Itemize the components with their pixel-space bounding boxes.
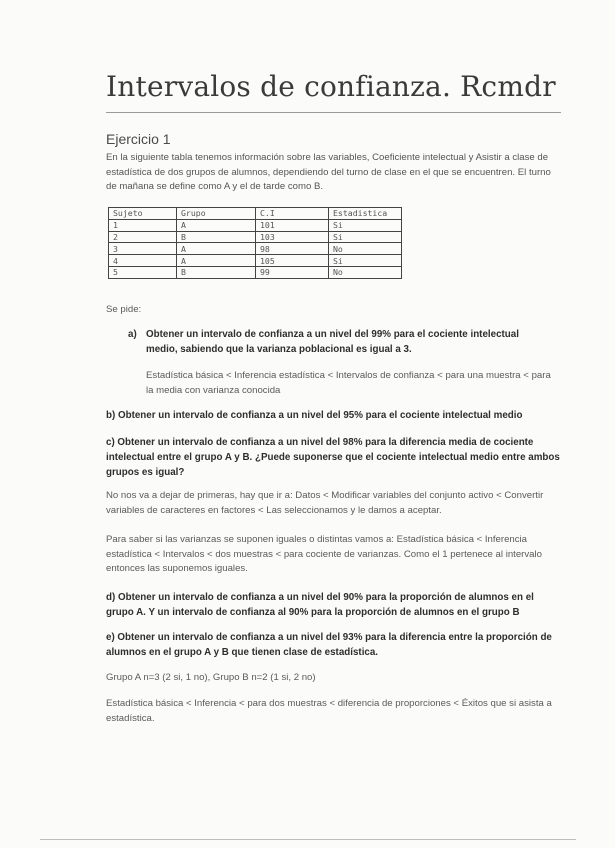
- se-pide-label: Se pide:: [106, 304, 142, 315]
- table-cell: B: [177, 266, 256, 278]
- note-c2: Para saber si las varianzas se suponen iguales o distintas vamos a: Estadística básica < Inferencia estadística < Intervalos < dos muestras < para cociente de varianzas. Como el 1 pertenece al intervalo entonces las suponemos iguales.: [106, 534, 542, 574]
- table-header-row: [109, 208, 402, 220]
- table-cell: 99: [256, 266, 329, 278]
- table-cell: 1: [109, 219, 177, 231]
- question-a-line2: medio, sabiendo que la varianza poblacional es igual a 3.: [146, 344, 412, 355]
- table-cell: 98: [256, 243, 329, 255]
- table-cell: 101: [256, 219, 329, 231]
- table-cell: A: [177, 255, 256, 267]
- question-e: e) Obtener un intervalo de confianza a un nivel del 93% para la diferencia entre la proporción de alumnos en el grupo A y B que tienen clase de estadística.: [106, 632, 552, 658]
- section-heading: Ejercicio 1: [106, 131, 171, 147]
- table-row: [109, 219, 402, 231]
- table-header: Sujeto: [109, 208, 177, 220]
- table-row: [109, 255, 402, 267]
- table-cell: 4: [109, 255, 177, 267]
- intro-paragraph: En la siguiente tabla tenemos información sobre las variables, Coeficiente intelectual y Asistir a clase de estadística de dos grupos de alumnos, dependiendo del turno de clase en el que se encuentren. El turno de mañana se define como A y el de tarde como B.: [106, 152, 551, 192]
- table-cell: No: [329, 243, 402, 255]
- table-cell: No: [329, 266, 402, 278]
- table-cell: 5: [109, 266, 177, 278]
- question-a-number: a): [128, 329, 137, 340]
- table-header: C.I: [256, 208, 329, 220]
- note-e2: Estadística básica < Inferencia < para dos muestras < diferencia de proporciones < Éxitos que si asista a estadística.: [106, 698, 552, 724]
- page-bottom-edge: [40, 839, 576, 840]
- table-cell: A: [177, 219, 256, 231]
- title-underline: [106, 112, 561, 113]
- table-cell: 2: [109, 231, 177, 243]
- question-b: b) Obtener un intervalo de confianza a un nivel del 95% para el cociente intelectual medio: [106, 410, 523, 421]
- note-a: Estadística básica < Inferencia estadística < Intervalos de confianza < para una muestra < para la media con varianza conocida: [146, 370, 551, 396]
- note-c1: No nos va a dejar de primeras, hay que ir a: Datos < Modificar variables del conjunto activo < Convertir variables de caracteres en factores < Las seleccionamos y le damos a aceptar.: [106, 490, 544, 516]
- table-cell: B: [177, 231, 256, 243]
- question-a: [128, 327, 558, 357]
- table-cell: Si: [329, 231, 402, 243]
- table-row: [109, 231, 402, 243]
- table-header: Grupo: [177, 208, 256, 220]
- table-row: [109, 266, 402, 278]
- question-a-line1: Obtener un intervalo de confianza a un nivel del 99% para el cociente intelectual: [146, 329, 519, 340]
- data-table: [108, 207, 402, 279]
- table-cell: A: [177, 243, 256, 255]
- question-d: d) Obtener un intervalo de confianza a un nivel del 90% para la proporción de alumnos en el grupo A. Y un intervalo de confianza al 90% para la proporción de alumnos en el grupo B: [106, 592, 534, 618]
- table-cell: 3: [109, 243, 177, 255]
- table-cell: 103: [256, 231, 329, 243]
- note-e1: Grupo A n=3 (2 si, 1 no), Grupo B n=2 (1 si, 2 no): [106, 672, 316, 683]
- page-title: Intervalos de confianza. Rcmdr: [106, 70, 556, 103]
- question-c: c) Obtener un intervalo de confianza a un nivel del 98% para la diferencia media de cociente intelectual entre el grupo A y B. ¿Puede suponerse que el cociente intelectual medio entre ambos grupos es igual?: [106, 437, 560, 478]
- table-cell: Si: [329, 219, 402, 231]
- table-cell: Si: [329, 255, 402, 267]
- table-row: [109, 243, 402, 255]
- table-cell: 105: [256, 255, 329, 267]
- table-header: Estadistica: [329, 208, 402, 220]
